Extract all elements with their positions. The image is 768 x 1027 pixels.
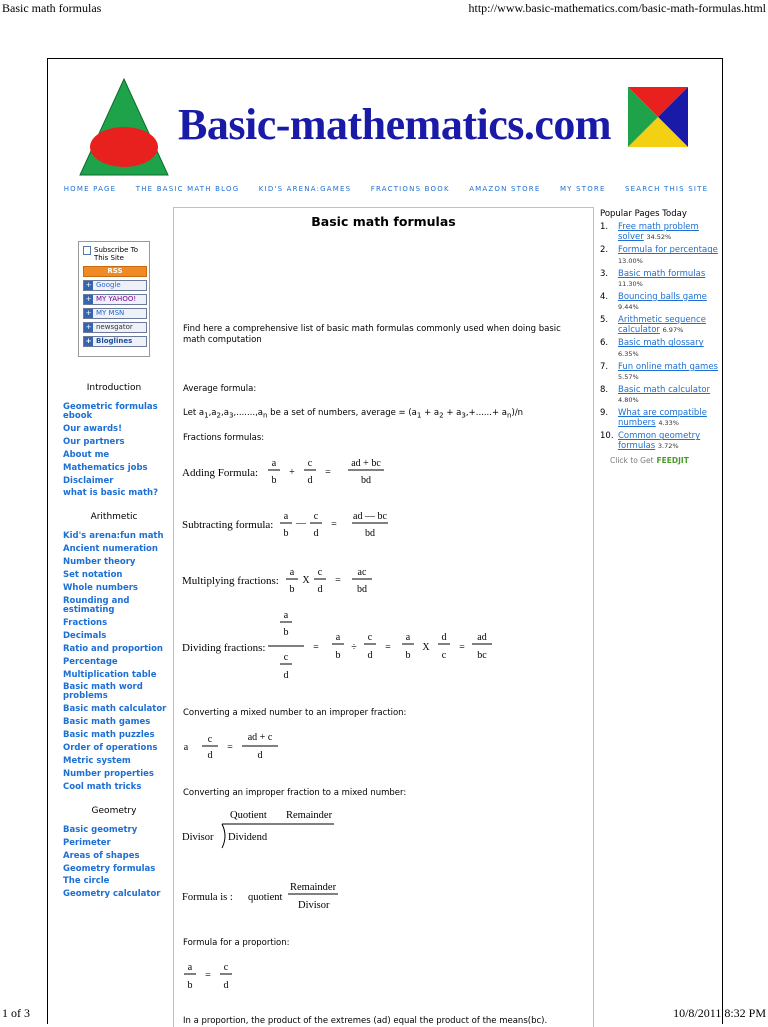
sidebar-link[interactable]: Our partners <box>63 436 125 447</box>
print-header <box>0 0 768 18</box>
sidebar-section-title: Arithmetic <box>90 512 138 523</box>
svg-text:=: = <box>385 642 391 653</box>
svg-text:c: c <box>317 567 323 578</box>
nav-blog[interactable]: THE BASIC MATH BLOG <box>135 185 240 193</box>
popular-link[interactable]: Formula for percentage <box>618 245 718 256</box>
svg-text:bd: bd <box>357 584 367 595</box>
popular-rank: 4. <box>600 291 609 302</box>
svg-text:=: = <box>313 642 319 653</box>
popular-item <box>600 338 720 358</box>
nav-home[interactable]: HOME PAGE <box>63 185 117 193</box>
popular-percentage: 6.35% <box>618 349 639 358</box>
popular-link[interactable]: Free math problem solver <box>618 222 699 243</box>
popular-title: Popular Pages Today <box>600 209 687 219</box>
sidebar-link[interactable]: Basic math puzzles <box>63 730 155 741</box>
svg-text:bd: bd <box>361 475 371 486</box>
my-yahoo-button[interactable]: + MY YAHOO! <box>83 294 147 305</box>
popular-percentage: 34.52% <box>646 233 672 242</box>
popular-percentage: 5.57% <box>618 372 639 381</box>
fractions-heading: Fractions formulas: <box>183 433 265 443</box>
sidebar-link[interactable]: Areas of shapes <box>63 850 140 861</box>
page-title: Basic math formulas <box>311 214 456 229</box>
popular-item <box>600 245 720 265</box>
popular-link[interactable]: Basic math formulas <box>618 268 706 279</box>
proportion-text: In a proportion, the product of the extremes (ad) equal the product of the means(bc). <box>183 1016 548 1026</box>
sidebar-link[interactable]: Number properties <box>63 768 154 779</box>
plus-icon: + <box>85 322 92 331</box>
svg-text:b: b <box>283 528 289 539</box>
svg-text:ad: ad <box>477 632 487 643</box>
plus-icon: + <box>85 308 92 317</box>
popular-link[interactable]: Basic math glossary <box>618 338 704 349</box>
sidebar-link[interactable]: About me <box>63 449 110 460</box>
svg-text:Remainder: Remainder <box>290 882 337 893</box>
svg-text:—: — <box>296 518 306 529</box>
svg-text:bd: bd <box>365 528 375 539</box>
svg-text:Divisor: Divisor <box>182 832 214 843</box>
popular-list <box>600 222 720 452</box>
svg-text:a: a <box>289 567 295 578</box>
svg-text:ad + bc: ad + bc <box>351 458 381 469</box>
sidebar-sections <box>58 383 170 899</box>
svg-text:d: d <box>317 584 323 595</box>
feedjit-widget[interactable]: Click to Get FEEDJIT <box>610 455 689 465</box>
right-sidebar <box>600 209 720 465</box>
sidebar-link[interactable]: Ratio and proportion <box>63 643 163 654</box>
sidebar-link[interactable]: Geometry calculator <box>63 889 161 900</box>
my-msn-button[interactable]: + MY MSN <box>83 308 147 319</box>
subscribe-box <box>78 241 150 357</box>
svg-text:c: c <box>307 458 313 469</box>
svg-text:=: = <box>325 467 331 478</box>
popular-item <box>600 315 720 335</box>
sidebar-link[interactable]: The circle <box>63 876 110 887</box>
svg-text:Remainder: Remainder <box>286 810 333 821</box>
top-nav <box>48 185 724 193</box>
sidebar-link[interactable]: Basic math calculator <box>63 704 167 715</box>
nav-kids-arena[interactable]: KID'S ARENA:GAMES <box>258 185 352 193</box>
svg-text:c: c <box>207 734 213 745</box>
popular-link[interactable]: What are compatible numbers <box>618 407 707 429</box>
sidebar-link[interactable]: Basic math games <box>63 717 151 728</box>
newsgator-button[interactable]: + newsgator <box>83 322 147 333</box>
popular-link[interactable]: Common geometry formulas <box>618 431 701 452</box>
sidebar-link[interactable]: Percentage <box>63 656 118 667</box>
svg-text:a: a <box>335 632 341 643</box>
popular-link[interactable]: Fun online math games <box>618 361 718 372</box>
main-content <box>173 207 594 1027</box>
sidebar-link[interactable]: Cool math tricks <box>63 781 142 792</box>
svg-text:a: a <box>405 632 411 643</box>
sidebar-link[interactable]: what is basic math? <box>63 488 159 499</box>
print-url: http://www.basic-mathematics.com/basic-math-formulas.html <box>468 1 766 15</box>
popular-link[interactable]: Bouncing balls game <box>618 291 707 302</box>
site-banner <box>78 77 688 177</box>
sidebar-link[interactable]: Order of operations <box>63 743 158 754</box>
sidebar-link[interactable]: Rounding and estimating <box>63 595 130 615</box>
svg-text:c: c <box>441 650 447 661</box>
popular-item <box>600 222 720 242</box>
sidebar-link[interactable]: Set notation <box>63 570 123 581</box>
popular-percentage: 4.80% <box>618 395 639 404</box>
sidebar-link[interactable]: Metric system <box>63 755 131 766</box>
svg-text:Dividend: Dividend <box>228 832 268 843</box>
popular-rank: 5. <box>600 314 609 325</box>
print-title: Basic math formulas <box>2 1 102 15</box>
svg-text:b: b <box>283 627 289 638</box>
svg-text:quotient: quotient <box>248 892 283 903</box>
svg-text:Quotient: Quotient <box>230 810 267 821</box>
mixed-to-improper-heading: Converting a mixed number to an improper fraction: <box>183 708 407 718</box>
nav-fractions-book[interactable]: FRACTIONS BOOK <box>370 185 450 193</box>
svg-text:d: d <box>207 750 213 761</box>
svg-text:a: a <box>283 511 289 522</box>
google-button[interactable]: + Google <box>83 280 147 291</box>
dividing-formula <box>182 608 502 686</box>
popular-item <box>600 362 720 382</box>
svg-text:d: d <box>441 632 447 643</box>
improper-to-mixed-heading: Converting an improper fraction to a mixed number: <box>183 788 407 798</box>
svg-text:d: d <box>257 750 263 761</box>
popular-item <box>600 408 720 428</box>
sidebar-link[interactable]: Number theory <box>63 557 136 568</box>
long-division-diagram <box>182 804 352 864</box>
sidebar-link[interactable]: Ancient numeration <box>63 544 158 555</box>
svg-text:c: c <box>367 632 373 643</box>
mixed-number-formula <box>182 876 402 916</box>
popular-link[interactable]: Arithmetic sequence calculator <box>618 314 706 336</box>
popular-rank: 6. <box>600 338 609 349</box>
popular-percentage: 4.33% <box>658 419 679 428</box>
popular-rank: 9. <box>600 407 609 418</box>
sidebar-link[interactable]: Kid's arena:fun math <box>63 531 164 542</box>
svg-text:b: b <box>271 475 277 486</box>
sidebar-link[interactable]: Multiplication table <box>63 669 157 680</box>
svg-text:ac: ac <box>357 567 367 578</box>
popular-rank: 1. <box>600 222 609 232</box>
svg-text:=: = <box>335 575 341 586</box>
svg-text:X: X <box>302 575 310 586</box>
svg-text:d: d <box>307 475 313 486</box>
proportion-heading: Formula for a proportion: <box>183 938 290 948</box>
popular-link[interactable]: Basic math calculator <box>618 384 711 395</box>
popular-percentage: 3.72% <box>657 442 679 451</box>
plus-icon: + <box>85 280 92 289</box>
popular-percentage: 6.97% <box>662 326 684 335</box>
svg-text:ad + c: ad + c <box>247 732 273 743</box>
popular-rank: 10. <box>600 431 614 442</box>
rss-button[interactable]: RSS <box>83 266 147 277</box>
svg-text:a: a <box>187 962 193 973</box>
bloglines-button[interactable]: + Bloglines <box>83 336 147 347</box>
sidebar-section-title: Geometry <box>91 805 137 816</box>
average-formula: Let $a_1,a_2,a_3,.......,a_n$ be a set of numbers, average = $(a_1 + a_2 + a_3,+......+ a_n)/n$ <box>183 408 524 420</box>
popular-rank: 8. <box>600 384 609 395</box>
sidebar-link[interactable]: Basic math word problems <box>63 682 143 702</box>
popular-percentage: 13.00% <box>618 256 643 265</box>
site-title[interactable]: Basic-mathematics.com <box>178 100 612 149</box>
mixed-to-improper-formula <box>182 728 302 768</box>
svg-text:+: + <box>289 467 295 478</box>
svg-text:Subtracting formula:: Subtracting formula: <box>182 519 274 531</box>
page-frame <box>47 58 723 1024</box>
svg-text:b: b <box>405 650 411 661</box>
popular-item <box>600 269 720 289</box>
subscribe-title: Subscribe To This Site <box>94 246 138 263</box>
sidebar-link[interactable]: Geometry formulas <box>63 863 156 874</box>
multiplying-formula <box>182 560 412 602</box>
svg-text:ad — bc: ad — bc <box>353 511 387 522</box>
print-datetime: 10/8/2011 8:32 PM <box>673 1006 766 1020</box>
left-sidebar <box>58 209 170 899</box>
sidebar-link[interactable]: Whole numbers <box>63 583 138 594</box>
plus-icon: + <box>85 336 92 345</box>
svg-text:d: d <box>223 980 229 991</box>
svg-text:a: a <box>271 458 277 469</box>
svg-text:bc: bc <box>477 650 487 661</box>
page-number: 1 of 3 <box>2 1006 30 1020</box>
svg-text:c: c <box>283 652 289 663</box>
print-footer <box>0 1006 768 1024</box>
svg-text:d: d <box>283 670 289 681</box>
svg-text:a: a <box>183 742 189 753</box>
popular-rank: 7. <box>600 361 609 372</box>
nav-amazon-store[interactable]: AMAZON STORE <box>469 185 541 193</box>
feedjit-logo-icon: FEEDJIT <box>656 455 689 465</box>
sidebar-section-title: Introduction <box>86 383 142 393</box>
popular-item <box>600 431 720 451</box>
sidebar-link[interactable]: Our awards! <box>63 423 122 434</box>
svg-text:b: b <box>335 650 341 661</box>
popular-percentage: 11.30% <box>618 279 643 288</box>
svg-text:Dividing fractions:: Dividing fractions: <box>182 642 266 654</box>
popular-item <box>600 385 720 405</box>
sidebar-link[interactable]: Fractions <box>63 617 108 628</box>
sidebar-link[interactable]: Decimals <box>63 630 107 641</box>
adding-formula <box>182 450 412 492</box>
sidebar-link[interactable]: Basic geometry <box>63 824 138 835</box>
popular-item <box>600 292 720 312</box>
svg-text:Formula is :: Formula is : <box>182 892 233 903</box>
square-logo-icon <box>628 87 688 147</box>
svg-text:X: X <box>422 642 430 653</box>
svg-text:b: b <box>289 584 295 595</box>
svg-text:d: d <box>367 650 373 661</box>
sidebar-link[interactable]: Mathematics jobs <box>63 462 148 473</box>
svg-text:c: c <box>313 511 319 522</box>
nav-my-store[interactable]: MY STORE <box>559 185 606 193</box>
svg-text:a: a <box>283 610 289 621</box>
popular-rank: 3. <box>600 268 609 279</box>
subscribe-icon <box>83 246 91 255</box>
svg-text:=: = <box>459 642 465 653</box>
svg-text:=: = <box>205 970 211 981</box>
subtracting-formula <box>182 504 412 546</box>
svg-text:b: b <box>187 980 193 991</box>
svg-text:Adding Formula:: Adding Formula: <box>182 467 259 479</box>
popular-rank: 2. <box>600 245 609 256</box>
svg-text:d: d <box>313 528 319 539</box>
proportion-formula <box>182 956 262 996</box>
triangle-logo-icon[interactable] <box>78 77 170 177</box>
svg-text:=: = <box>331 519 337 530</box>
svg-text:÷: ÷ <box>351 642 357 653</box>
svg-text:c: c <box>223 962 229 973</box>
sidebar-link[interactable]: Disclaimer <box>63 475 114 486</box>
sidebar-link[interactable]: Geometric formulas ebook <box>63 402 158 421</box>
popular-percentage: 9.44% <box>618 302 639 311</box>
average-heading: Average formula: <box>183 384 257 394</box>
intro-text: Find here a comprehensive list of basic math formulas commonly used when doing basic math computation <box>183 324 561 346</box>
nav-search[interactable]: SEARCH THIS SITE <box>625 185 709 193</box>
sidebar-link[interactable]: Perimeter <box>63 837 111 848</box>
plus-icon: + <box>85 294 92 303</box>
svg-text:Multiplying fractions:: Multiplying fractions: <box>182 575 279 587</box>
svg-text:=: = <box>227 742 233 753</box>
svg-text:Divisor: Divisor <box>298 900 330 911</box>
